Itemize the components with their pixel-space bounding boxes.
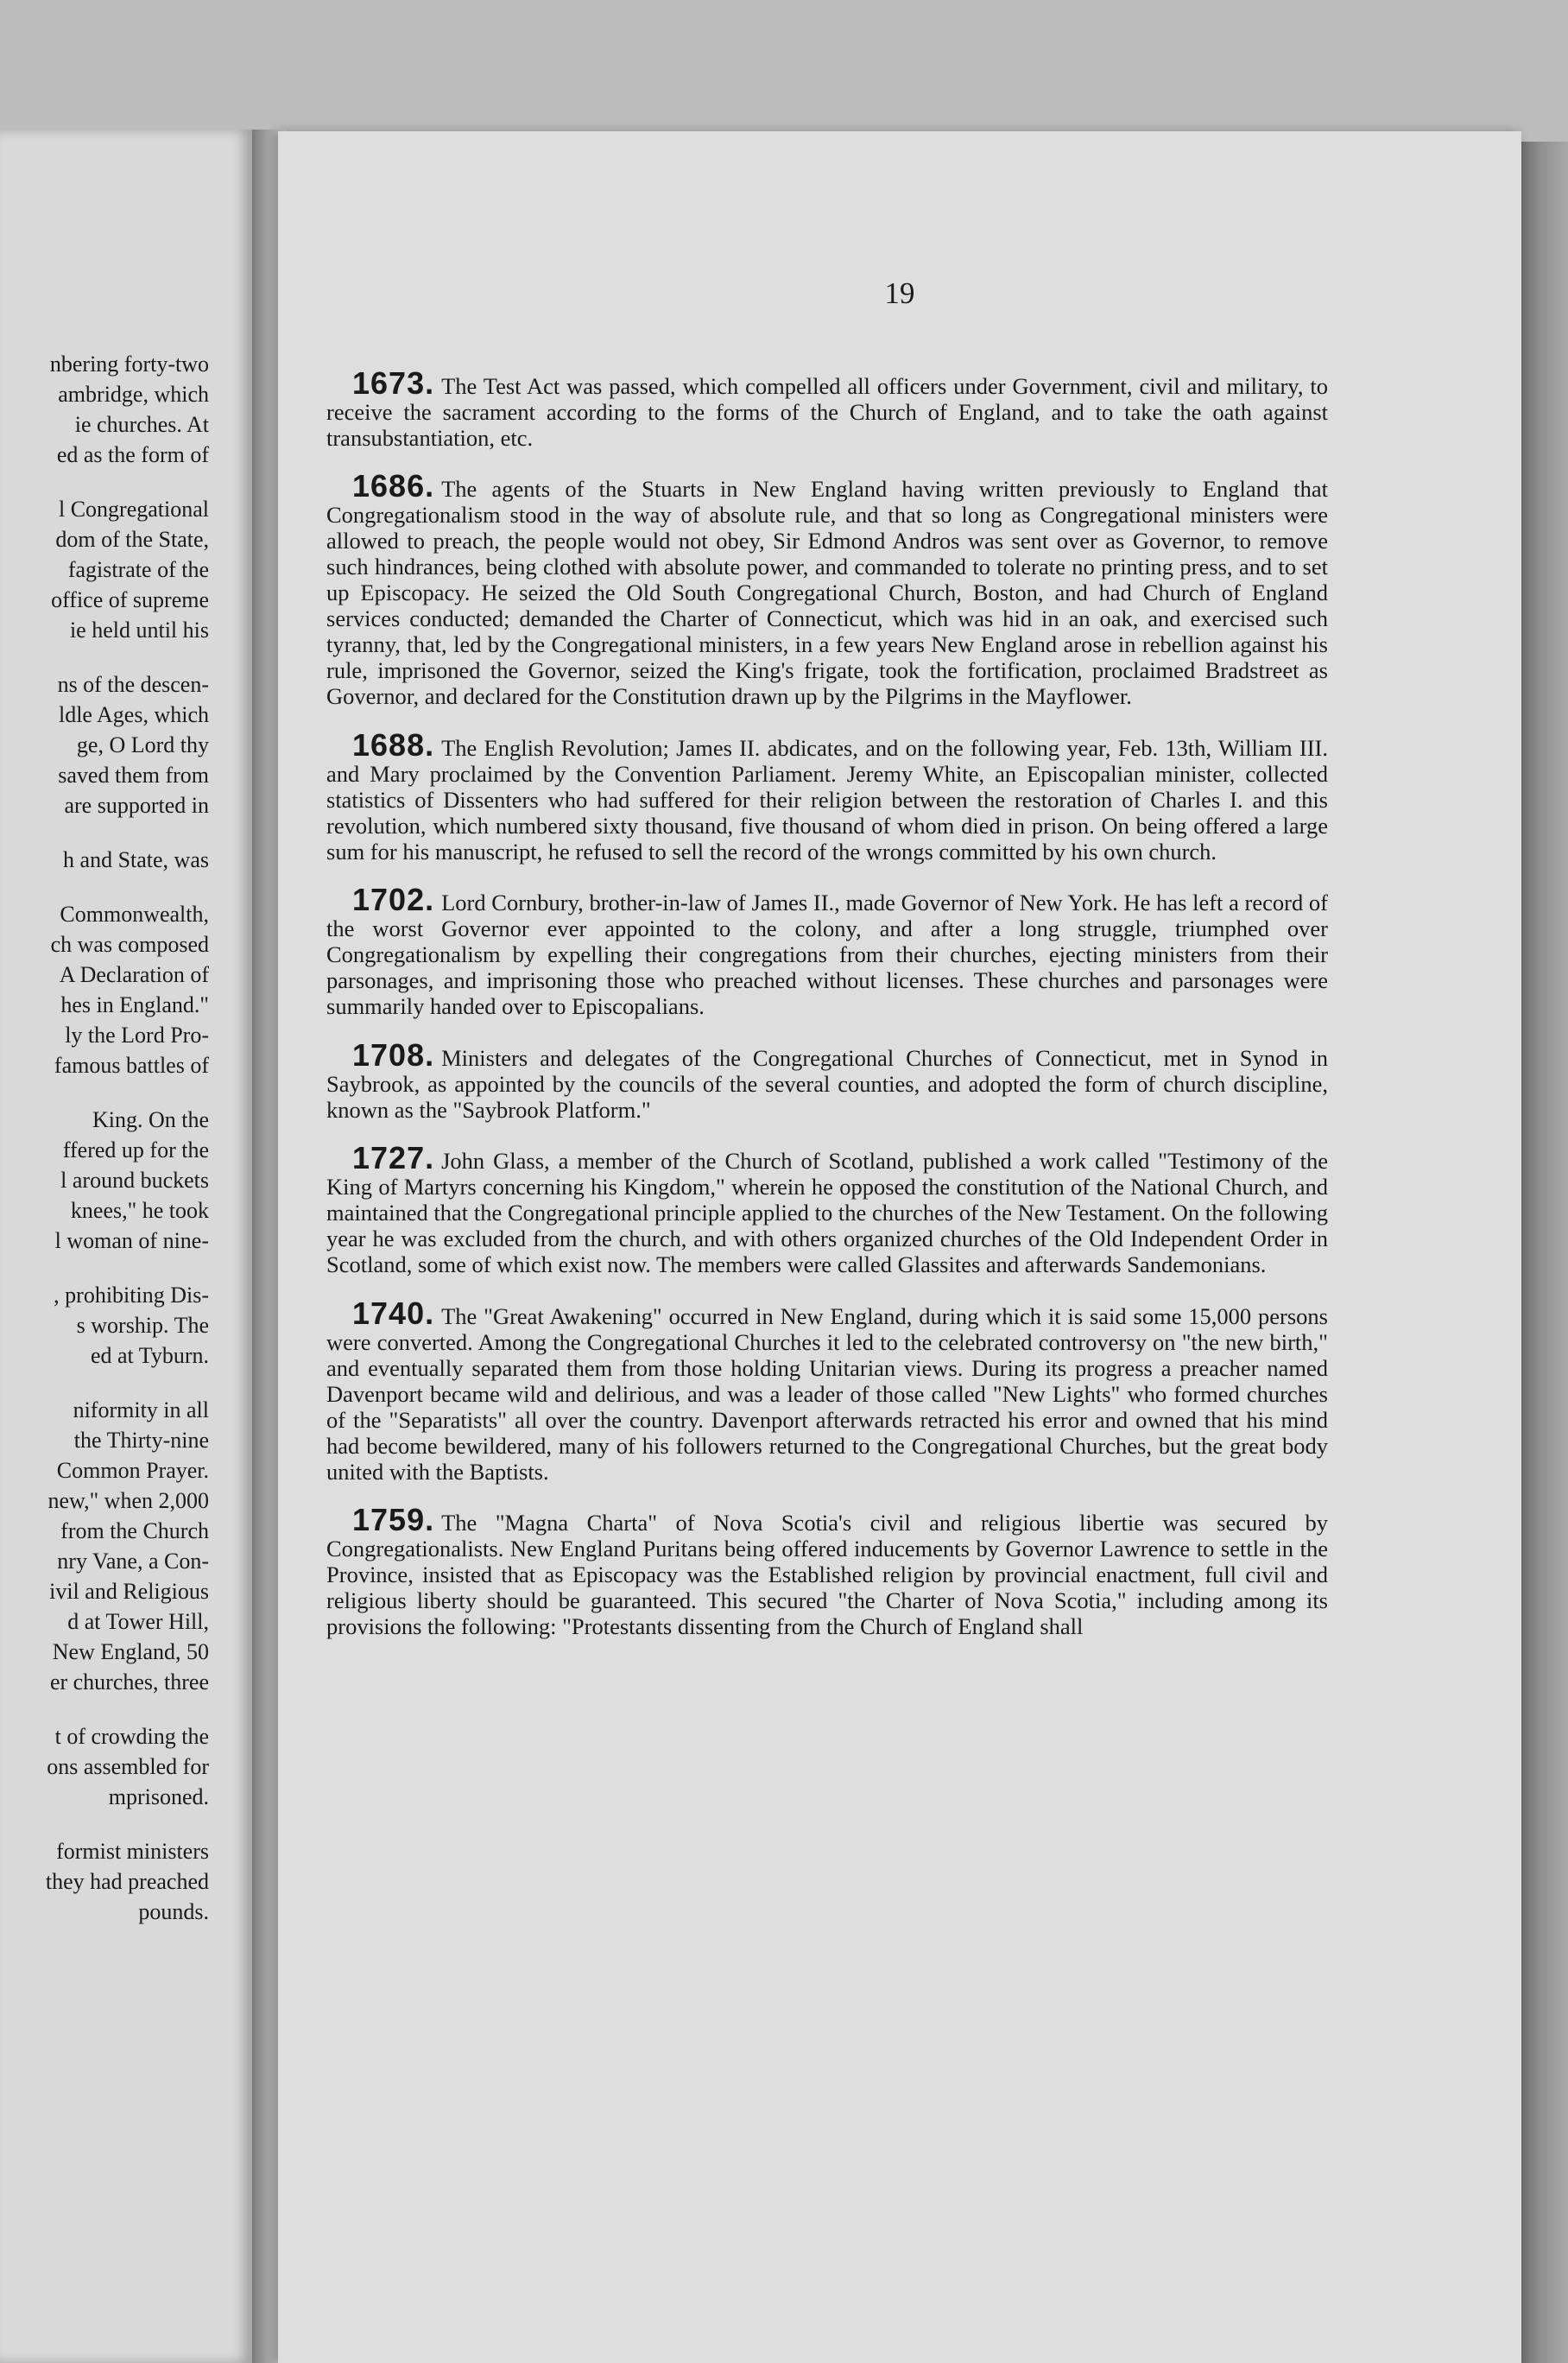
left-page-line: pounds. xyxy=(138,1899,209,1924)
entry-year: 1727. xyxy=(352,1140,435,1175)
left-page-line: King. On the xyxy=(92,1107,209,1132)
entry-year: 1688. xyxy=(352,726,435,763)
left-page-line: the Thirty-nine xyxy=(73,1428,209,1453)
right-page xyxy=(278,131,1521,2363)
left-page-line: ed as the form of xyxy=(56,442,209,467)
left-page-paragraph xyxy=(0,1395,209,1697)
entry-year: 1740. xyxy=(352,1295,435,1331)
left-page-line: mprisoned. xyxy=(108,1784,209,1809)
entry-text: The agents of the Stuarts in New England having written previously to England that Congregationalism stood in the way of absolute rule, and that so long as Congregational ministers were allowed to preach, the people would not obey, Sir Edmond Andros was sent over as Governor, to remove such hindrances, being clothed with absolute power, and commanded to tolerate no printing press, and to set up Episcopacy. He seized the Old South Congregational Church, Boston, and had Church of England services conducted; demanded the Charter of Connecticut, which was hid in an oak, and exercised such tyranny, that, led by the Congregational ministers, in a few years New England arose in rebellion against his rule, imprisoned the Governor, seized the King's frigate, took the fortification, proclaimed Bradstreet as Governor, and declared for the Constitution drawn up by the Pilgrims in the Mayflower. xyxy=(326,476,1328,709)
entries xyxy=(326,347,1328,1658)
left-page xyxy=(0,130,252,2363)
left-page-line: knees," he took xyxy=(70,1198,209,1223)
left-page-line: hes in England." xyxy=(60,992,209,1017)
left-page-line: formist ministers xyxy=(56,1839,209,1864)
left-page-line: d at Tower Hill, xyxy=(67,1609,209,1634)
entry-year: 1686. xyxy=(352,468,435,504)
entry-1740 xyxy=(326,1295,1328,1485)
left-page-paragraph xyxy=(0,899,209,1080)
left-page-paragraph xyxy=(0,669,209,820)
left-page-line: dom of the State, xyxy=(55,527,209,552)
left-page-line: h and State, was xyxy=(63,847,209,872)
left-page-paragraph xyxy=(0,1105,209,1256)
entry-1702 xyxy=(326,882,1328,1019)
left-page-line: Common Prayer. xyxy=(56,1458,209,1483)
entry-text: The Test Act was passed, which compelled all officers under Government, civil and military, to receive the sacrament according to the forms of the Church of England, and to take the oath against transubstantiation, etc. xyxy=(326,372,1328,451)
left-page-line: A Declaration of xyxy=(59,962,209,987)
left-page-line: new," when 2,000 xyxy=(47,1488,209,1513)
entry-year: 1702. xyxy=(352,882,435,917)
left-page-line: Commonwealth, xyxy=(60,902,209,927)
left-page-line: office of supreme xyxy=(51,587,209,612)
entry-1708 xyxy=(326,1036,1328,1123)
entry-1673 xyxy=(326,364,1328,451)
entry-year: 1673. xyxy=(352,364,435,401)
entry-1759 xyxy=(326,1502,1328,1639)
entry-text: John Glass, a member of the Church of Scotland, published a work called "Testimony of the King of Martyrs concerning his Kingdom," wherein he opposed the constitution of the National Church, and maintained that the Congregational principle applied to the churches of the New Testament. On the following year he was excluded from the church, and with others organized churches of the Old Independent Order in Scotland, some of which exist now. The members were called Glassites and afterwards Sandemonians. xyxy=(326,1148,1328,1277)
left-page-line: they had preached xyxy=(45,1869,209,1894)
left-page-line: nbering forty-two xyxy=(49,352,209,377)
left-page-line: ie churches. At xyxy=(74,412,209,437)
page-number: 19 xyxy=(884,276,915,310)
left-page-line: , prohibiting Dis- xyxy=(54,1283,209,1308)
left-page-line: l around buckets xyxy=(60,1168,209,1193)
left-page-line: ie held until his xyxy=(69,618,209,643)
entry-text: Ministers and delegates of the Congregational Churches of Connecticut, met in Synod in Saybrook, as appointed by the councils of the several counties, and adopted the form of church discipline, known as the "Saybrook Platform." xyxy=(326,1044,1328,1123)
page-edge xyxy=(1521,142,1568,2363)
left-page-line: ch was composed xyxy=(50,932,209,957)
left-page-line: ge, O Lord thy xyxy=(76,732,209,757)
left-page-line: niformity in all xyxy=(73,1397,209,1422)
left-page-line: saved them from xyxy=(58,763,209,788)
left-page-line: l Congregational xyxy=(58,497,209,522)
left-page-line: fagistrate of the xyxy=(67,557,209,582)
left-page-paragraph xyxy=(0,1721,209,1812)
left-page-line: ons assembled for xyxy=(47,1754,209,1779)
left-page-line: ed at Tyburn. xyxy=(90,1343,209,1368)
left-page-line: are supported in xyxy=(64,793,209,818)
entry-text: The English Revolution; James II. abdicates, and on the following year, Feb. 13th, William III. and Mary proclaimed by the Convention Parliament. Jeremy White, an Episcopalian minister, collected statistics of Dissenters who had suffered for their religion between the restoration of Charles I. and this revolution, which numbered sixty thousand, five thousand of whom died in prison. On being offered a large sum for his manuscript, he refused to sell the record of the wrongs committed by his own church. xyxy=(326,734,1328,865)
entry-text: Lord Cornbury, brother-in-law of James II., made Governor of New York. He has left a record of the worst Governor ever appointed to the colony, and after a long struggle, triumphed over Congregationalism by expelling their congregations from their churches, ejecting ministers from their parsonages, and imprisoning those who preached without licenses. These churches and parsonages were summarily handed over to Episcopalians. xyxy=(326,890,1328,1019)
left-page-line: ns of the descen- xyxy=(57,672,209,697)
left-page-line: l woman of nine- xyxy=(54,1228,209,1253)
entry-text: The "Magna Charta" of Nova Scotia's civil and religious libertie was secured by Congregationalists. New England Puritans being offered inducements by Governor Lawrence to settle in the Province, insisted that as Episcopacy was the Established religion by provincial enactment, full civil and religious liberty should be guaranteed. This secured "the Charter of Nova Scotia," including among its provisions the following: "Protestants dissenting from the Church of England shall xyxy=(326,1510,1328,1639)
entry-text: The "Great Awakening" occurred in New England, during which it is said some 15,000 persons were converted. Among the Congregational Churches it led to the celebrated controversy on "the new birth," and eventually separated them from those holding Unitarian views. During its progress a preacher named Davenport became wild and delirious, and was a leader of those called "New Lights" who formed churches of the "Separatists" all over the country. Davenport afterwards retracted his error and owned that his mind had become bewildered, many of his followers returned to the Congregational Churches, but the great body united with the Baptists. xyxy=(326,1302,1328,1485)
left-page-line: ffered up for the xyxy=(62,1137,209,1162)
left-page-line: nry Vane, a Con- xyxy=(57,1549,209,1574)
left-page-line: t of crowding the xyxy=(54,1724,209,1749)
left-page-line: er churches, three xyxy=(49,1669,209,1695)
entry-1688 xyxy=(326,726,1328,865)
left-page-paragraph xyxy=(0,494,209,645)
left-page-text xyxy=(0,349,209,1951)
entry-1686 xyxy=(326,468,1328,709)
left-page-line: s worship. The xyxy=(76,1313,209,1338)
left-page-line: ly the Lord Pro- xyxy=(65,1023,209,1048)
left-page-paragraph xyxy=(0,1280,209,1371)
entry-year: 1708. xyxy=(352,1036,435,1073)
left-page-line: ivil and Religious xyxy=(49,1579,209,1604)
left-page-line: from the Church xyxy=(60,1518,209,1543)
entry-year: 1759. xyxy=(352,1502,435,1537)
left-page-line: ambridge, which xyxy=(58,382,209,407)
entry-1727 xyxy=(326,1140,1328,1277)
left-page-line: famous battles of xyxy=(54,1053,209,1078)
left-page-line: New England, 50 xyxy=(52,1639,209,1664)
left-page-paragraph xyxy=(0,349,209,470)
left-page-paragraph xyxy=(0,1836,209,1927)
left-page-paragraph xyxy=(0,845,209,875)
left-page-line: ldle Ages, which xyxy=(58,702,209,727)
